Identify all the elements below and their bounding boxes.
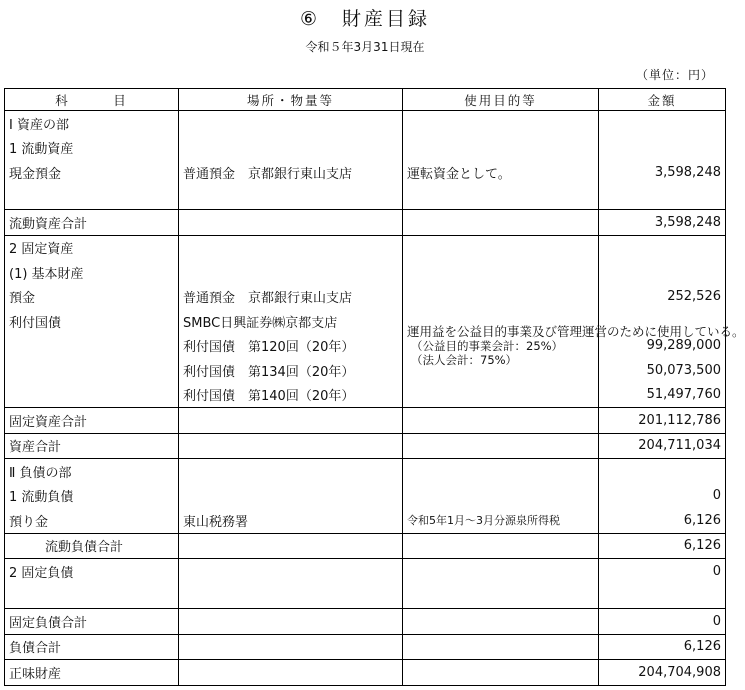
total-label: 資産合計 (5, 433, 179, 459)
table-row (5, 484, 726, 509)
as-of-date: 令和５年3月31日現在 (305, 40, 425, 54)
item-amount: 252,526 (599, 285, 726, 310)
net-assets-amount: 204,704,908 (599, 660, 726, 686)
subtotal-amount: 201,112,786 (599, 408, 726, 434)
table-row (5, 111, 726, 136)
item-label: 預金 (5, 285, 179, 310)
item-amount: 50,073,500 (599, 358, 726, 383)
column-header-location: 場所・物量等 (179, 89, 403, 111)
document-title-block (0, 4, 730, 31)
table-row (5, 459, 726, 484)
item-location: 利付国債 第140回（20年） (179, 383, 403, 408)
category-label: 2 固定負債 (5, 559, 179, 584)
subtotal-label: 固定負債合計 (5, 609, 179, 635)
table-row (5, 160, 726, 185)
category-label: 1 流動負債 (5, 484, 179, 509)
subtotal-label: 固定資産合計 (5, 408, 179, 434)
item-amount: 51,497,760 (599, 383, 726, 408)
item-amount: 99,289,000 (599, 334, 726, 359)
total-amount: 6,126 (599, 634, 726, 660)
item-location: 利付国債 第120回（20年） (179, 334, 403, 359)
table-row (5, 584, 726, 609)
subtotal-label: 流動負債合計 (5, 533, 179, 559)
item-location: 利付国債 第134回（20年） (179, 358, 403, 383)
item-label: 利付国債 (5, 309, 179, 334)
column-header-amount: 金額 (599, 89, 726, 111)
table-header-row (5, 89, 726, 111)
category-label: 1 流動資産 (5, 136, 179, 161)
table-row (5, 185, 726, 210)
item-amount: 0 (599, 559, 726, 584)
section-label: Ⅱ 負債の部 (5, 459, 179, 484)
unit-label: （単位：円） (635, 68, 714, 82)
item-amount: 6,126 (599, 508, 726, 533)
purpose-main: 運用益を公益目的事業及び管理運営のために使用している。 (407, 324, 745, 340)
table-row (5, 383, 726, 408)
item-amount: 3,598,248 (599, 160, 726, 185)
item-purpose: 令和5年1月～3月分源泉所得税 (403, 508, 599, 533)
total-amount: 204,711,034 (599, 433, 726, 459)
item-label: 現金預金 (5, 160, 179, 185)
item-amount: 0 (599, 484, 726, 509)
purpose-ratio-public: （公益目的事業会計：25%） (411, 339, 564, 354)
subtotal-amount: 3,598,248 (599, 210, 726, 236)
subcategory-label: (1) 基本財産 (5, 260, 179, 285)
item-location: 普通預金 京都銀行東山支店 (179, 285, 403, 310)
item-purpose: 運転資金として。 (403, 160, 599, 185)
category-label: 2 固定資産 (5, 235, 179, 260)
column-header-purpose: 使用目的等 (403, 89, 599, 111)
table-row (5, 433, 726, 459)
section-number: ⑥ (299, 8, 321, 30)
table-row (5, 358, 726, 383)
table-row (5, 609, 726, 635)
total-label: 負債合計 (5, 634, 179, 660)
net-assets-label: 正味財産 (5, 660, 179, 686)
item-location: 普通預金 京都銀行東山支店 (179, 160, 403, 185)
table-row (5, 235, 726, 260)
table-row (5, 660, 726, 686)
table-row (5, 559, 726, 584)
table-row (5, 408, 726, 434)
item-label: 預り金 (5, 508, 179, 533)
subtotal-amount: 6,126 (599, 533, 726, 559)
table-row (5, 210, 726, 236)
page-title: 財産目録 (342, 8, 431, 30)
item-location: SMBC日興証券㈱京都支店 (179, 309, 403, 334)
table-row (5, 136, 726, 161)
table-row (5, 508, 726, 533)
table-row (5, 285, 726, 310)
table-row (5, 260, 726, 285)
item-location: 東山税務署 (179, 508, 403, 533)
column-header-account: 科 目 (5, 89, 179, 111)
table-row (5, 634, 726, 660)
table-row (5, 533, 726, 559)
purpose-ratio-corporate: （法人会計：75%） (411, 353, 518, 368)
property-inventory-table (4, 88, 745, 686)
section-label: Ⅰ 資産の部 (5, 111, 179, 136)
subtotal-label: 流動資産合計 (5, 210, 179, 236)
subtotal-amount: 0 (599, 609, 726, 635)
